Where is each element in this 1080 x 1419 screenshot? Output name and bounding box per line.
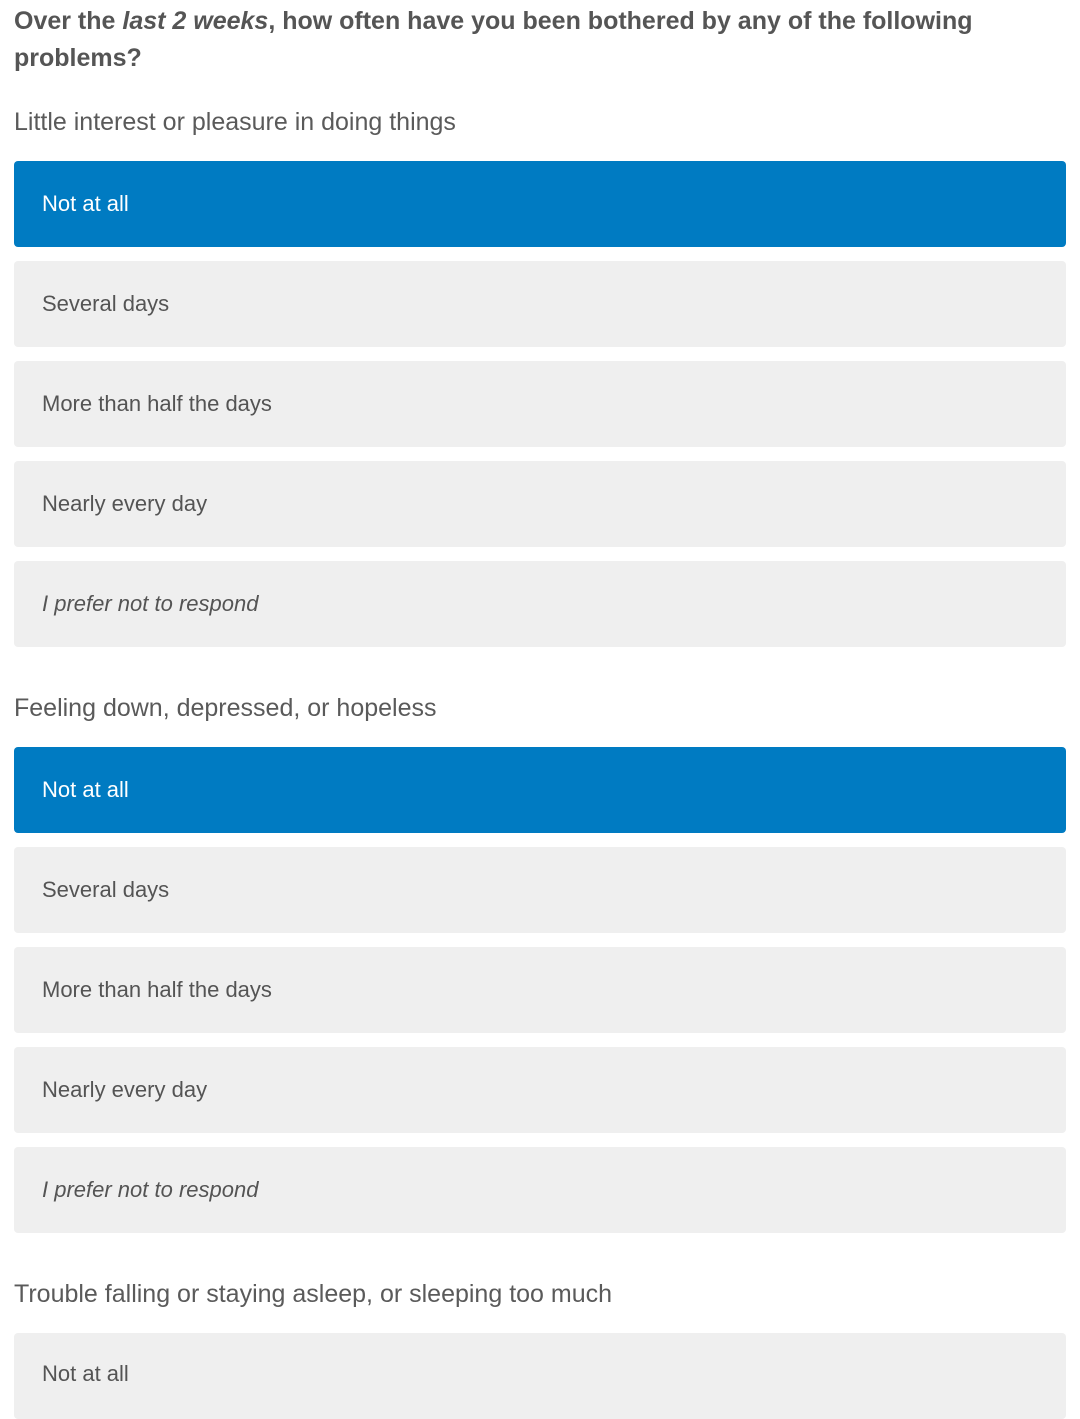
option-not-at-all[interactable]: Not at all bbox=[14, 1333, 1066, 1419]
answer-options bbox=[14, 1333, 1066, 1419]
option-several-days[interactable]: Several days bbox=[14, 847, 1066, 933]
option-nearly-every-day[interactable]: Nearly every day bbox=[14, 461, 1066, 547]
option-not-at-all[interactable]: Not at all bbox=[14, 747, 1066, 833]
question-2 bbox=[14, 693, 1066, 1233]
question-label: Little interest or pleasure in doing things bbox=[14, 108, 456, 136]
option-prefer-not-to-respond[interactable]: I prefer not to respond bbox=[14, 561, 1066, 647]
questionnaire-prompt bbox=[14, 0, 1066, 77]
option-nearly-every-day[interactable]: Nearly every day bbox=[14, 1047, 1066, 1133]
option-not-at-all[interactable]: Not at all bbox=[14, 161, 1066, 247]
prompt-suffix: , how often have you been bothered by any of the following problems? bbox=[14, 7, 973, 72]
question-1 bbox=[14, 107, 1066, 647]
questionnaire bbox=[14, 0, 1066, 1419]
prompt-emphasis: last 2 weeks bbox=[122, 7, 269, 35]
prompt-prefix: Over the bbox=[14, 7, 123, 35]
option-more-than-half-the-days[interactable]: More than half the days bbox=[14, 947, 1066, 1033]
question-3 bbox=[14, 1279, 1066, 1419]
answer-options bbox=[14, 161, 1066, 647]
question-label: Feeling down, depressed, or hopeless bbox=[14, 694, 437, 722]
option-more-than-half-the-days[interactable]: More than half the days bbox=[14, 361, 1066, 447]
answer-options bbox=[14, 747, 1066, 1233]
option-prefer-not-to-respond[interactable]: I prefer not to respond bbox=[14, 1147, 1066, 1233]
option-several-days[interactable]: Several days bbox=[14, 261, 1066, 347]
question-label: Trouble falling or staying asleep, or sleeping too much bbox=[14, 1280, 613, 1308]
